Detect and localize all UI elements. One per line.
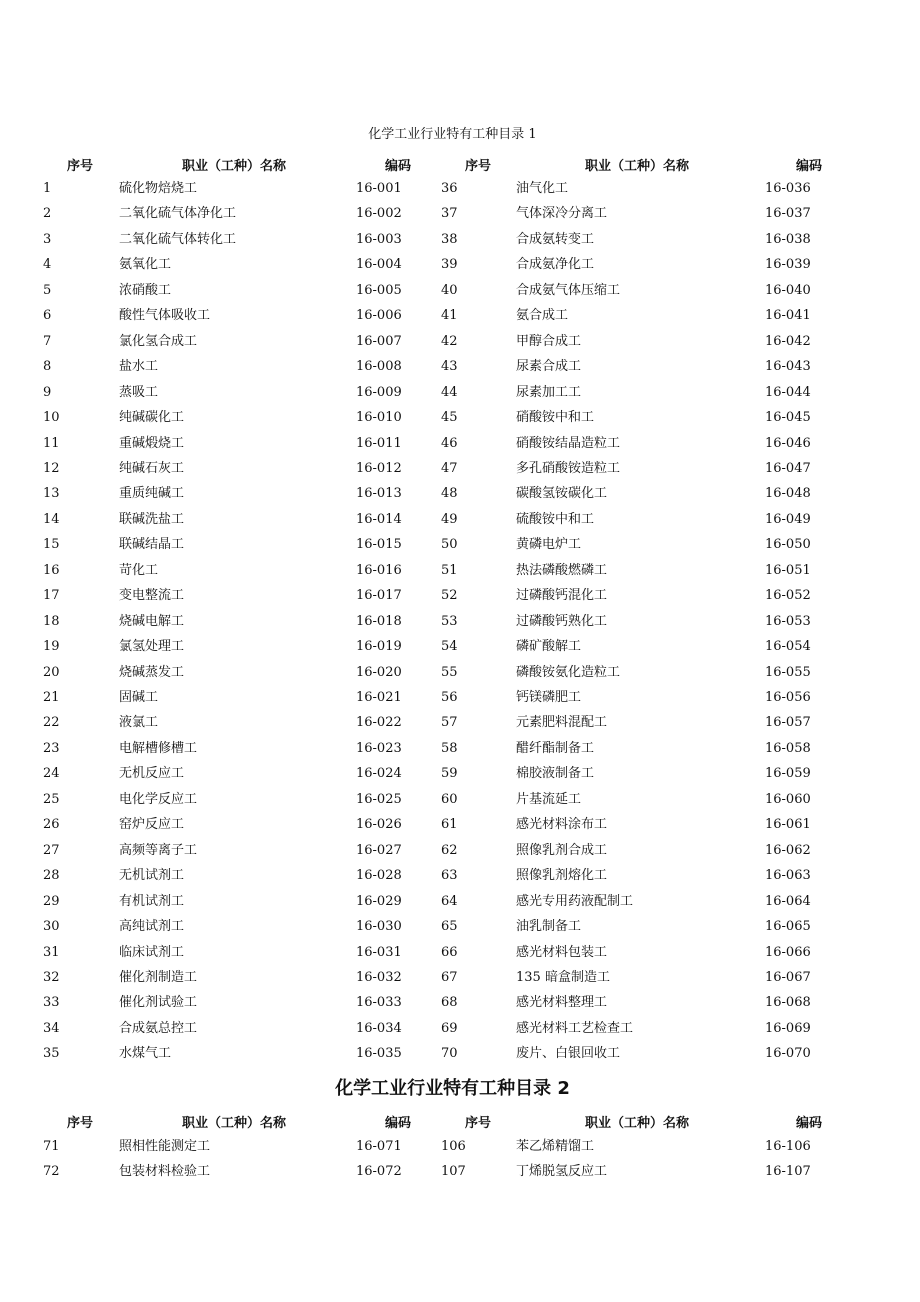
row-name: 感光材料涂布工: [516, 817, 608, 833]
table-row: [0, 841, 920, 866]
row-code: 16-057: [765, 715, 811, 731]
row-name: 无机反应工: [119, 766, 185, 782]
row-code: 16-018: [356, 613, 402, 629]
table-row: [0, 764, 920, 789]
row-name: 合成氨气体压缩工: [516, 282, 621, 298]
table-row: [0, 510, 920, 535]
row-code: 16-066: [765, 944, 811, 960]
row-seq: 22: [43, 715, 60, 731]
table-row: [0, 408, 920, 433]
row-code: 16-058: [765, 740, 811, 756]
header-code: 编码: [796, 1116, 823, 1131]
row-seq: 72: [43, 1164, 60, 1180]
row-code: 16-027: [356, 842, 402, 858]
row-code: 16-068: [765, 995, 811, 1011]
table-row: [0, 713, 920, 738]
row-seq: 29: [43, 893, 60, 909]
table-row: [0, 943, 920, 968]
header-seq: 序号: [465, 159, 492, 174]
row-seq: 42: [441, 333, 458, 349]
row-code: 16-060: [765, 791, 811, 807]
row-code: 16-009: [356, 384, 402, 400]
row-name: 元素肥料混配工: [516, 715, 608, 731]
row-name: 苯乙烯精馏工: [516, 1139, 595, 1154]
table-row: [0, 663, 920, 688]
row-seq: 14: [43, 511, 60, 527]
row-seq: 4: [43, 257, 52, 273]
row-name: 液氯工: [119, 715, 159, 731]
row-seq: 60: [441, 791, 458, 807]
row-seq: 54: [441, 639, 458, 655]
row-seq: 67: [441, 969, 458, 985]
table-row: [0, 790, 920, 815]
row-code: 16-054: [765, 639, 811, 655]
header-seq: 序号: [67, 1116, 94, 1131]
row-name: 联碱洗盐工: [119, 511, 185, 527]
section2-title: 化学工业行业特有工种目录 2: [335, 1078, 570, 1099]
row-code: 16-056: [765, 690, 811, 705]
row-seq: 19: [43, 639, 60, 655]
row-name: 氯化氢合成工: [119, 333, 198, 349]
row-code: 16-001: [356, 181, 402, 196]
row-code: 16-032: [356, 969, 402, 985]
row-code: 16-007: [356, 333, 402, 349]
row-seq: 25: [43, 791, 60, 807]
row-name: 氯氢处理工: [119, 639, 185, 655]
row-seq: 48: [441, 486, 458, 502]
row-seq: 107: [441, 1164, 466, 1180]
row-code: 16-049: [765, 511, 811, 527]
row-name: 过磷酸钙混化工: [516, 588, 608, 604]
row-name: 甲醇合成工: [516, 333, 582, 349]
row-name: 包装材料检验工: [119, 1164, 211, 1180]
row-code: 16-042: [765, 333, 811, 349]
row-name: 硫酸铵中和工: [516, 511, 595, 527]
row-code: 16-029: [356, 893, 402, 909]
row-code: 16-033: [356, 995, 402, 1011]
row-code: 16-051: [765, 562, 811, 578]
row-name: 合成氨转变工: [516, 231, 595, 247]
row-seq: 1: [43, 181, 52, 196]
row-code: 16-012: [356, 460, 402, 476]
row-seq: 61: [441, 817, 458, 833]
row-name: 照相性能测定工: [119, 1139, 211, 1154]
row-name: 气体深冷分离工: [516, 206, 608, 222]
row-code: 16-053: [765, 613, 811, 629]
row-seq: 44: [441, 384, 458, 400]
row-name: 氨氧化工: [119, 257, 172, 273]
row-name: 固碱工: [119, 690, 159, 705]
row-seq: 43: [441, 359, 458, 375]
row-seq: 35: [43, 1046, 60, 1062]
table-row: [0, 917, 920, 942]
row-code: 16-021: [356, 690, 402, 705]
row-code: 16-071: [356, 1139, 402, 1154]
table-row: [0, 484, 920, 509]
row-name: 蒸吸工: [119, 384, 159, 400]
row-seq: 49: [441, 511, 458, 527]
row-seq: 46: [441, 435, 458, 451]
row-seq: 9: [43, 384, 52, 400]
row-name: 感光专用药液配制工: [516, 893, 634, 909]
row-code: 16-011: [356, 435, 402, 451]
table-row: [0, 230, 920, 255]
row-seq: 24: [43, 766, 60, 782]
row-seq: 41: [441, 308, 458, 324]
row-seq: 65: [441, 919, 458, 935]
row-seq: 12: [43, 460, 60, 476]
row-name: 烧碱蒸发工: [119, 664, 185, 680]
row-seq: 5: [43, 282, 52, 298]
table-row: [0, 459, 920, 484]
table-row: [0, 561, 920, 586]
row-name: 烧碱电解工: [119, 613, 185, 629]
row-name: 磷酸铵氨化造粒工: [516, 664, 621, 680]
row-name: 棉胶液制备工: [516, 766, 595, 782]
row-seq: 26: [43, 817, 60, 833]
row-seq: 70: [441, 1046, 458, 1062]
table-row: [0, 1019, 920, 1044]
row-name: 废片、白银回收工: [516, 1046, 621, 1062]
row-code: 16-006: [356, 308, 402, 324]
table-row: [0, 535, 920, 560]
row-seq: 37: [441, 206, 458, 222]
row-code: 16-002: [356, 206, 402, 222]
row-code: 16-052: [765, 588, 811, 604]
row-name: 照像乳剂合成工: [516, 842, 608, 858]
row-seq: 2: [43, 206, 52, 222]
row-code: 16-034: [356, 1020, 402, 1036]
row-name: 照像乳剂熔化工: [516, 868, 608, 884]
row-seq: 40: [441, 282, 458, 298]
table-row: [0, 968, 920, 993]
row-seq: 33: [43, 995, 60, 1011]
row-name: 电化学反应工: [119, 791, 198, 807]
table-row: [0, 281, 920, 306]
row-name: 二氧化硫气体转化工: [119, 231, 237, 247]
row-seq: 21: [43, 690, 60, 705]
row-seq: 57: [441, 715, 458, 731]
row-code: 16-019: [356, 639, 402, 655]
row-seq: 71: [43, 1139, 60, 1154]
row-code: 16-028: [356, 868, 402, 884]
row-name: 尿素加工工: [516, 384, 582, 400]
row-name: 硝酸铵结晶造粒工: [516, 435, 621, 451]
row-name: 水煤气工: [119, 1046, 172, 1062]
table-row: [0, 815, 920, 840]
row-code: 16-055: [765, 664, 811, 680]
row-name: 苛化工: [119, 562, 159, 578]
row-seq: 27: [43, 842, 60, 858]
row-code: 16-024: [356, 766, 402, 782]
row-name: 氨合成工: [516, 308, 569, 324]
row-seq: 39: [441, 257, 458, 273]
row-name: 高纯试剂工: [119, 919, 185, 935]
row-seq: 62: [441, 842, 458, 858]
header-seq: 序号: [67, 159, 94, 174]
row-code: 16-061: [765, 817, 811, 833]
row-seq: 58: [441, 740, 458, 756]
row-seq: 59: [441, 766, 458, 782]
row-name: 纯碱石灰工: [119, 460, 185, 476]
row-seq: 30: [43, 919, 60, 935]
row-seq: 50: [441, 537, 458, 553]
row-code: 16-047: [765, 460, 811, 476]
table-row: [0, 1162, 920, 1187]
row-code: 16-064: [765, 893, 811, 909]
row-code: 16-003: [356, 231, 402, 247]
row-name: 窑炉反应工: [119, 817, 185, 833]
row-name: 重质纯碱工: [119, 486, 185, 502]
row-code: 16-070: [765, 1046, 811, 1062]
row-name: 黄磷电炉工: [516, 537, 582, 553]
row-code: 16-072: [356, 1164, 402, 1180]
row-code: 16-038: [765, 231, 811, 247]
row-code: 16-069: [765, 1020, 811, 1036]
table-row: [0, 1137, 920, 1162]
row-name: 合成氨净化工: [516, 257, 595, 273]
row-seq: 69: [441, 1020, 458, 1036]
table-row: [0, 739, 920, 764]
row-seq: 51: [441, 562, 458, 578]
row-seq: 38: [441, 231, 458, 247]
table-row: [0, 179, 920, 204]
row-code: 16-026: [356, 817, 402, 833]
row-name: 片基流延工: [516, 791, 582, 807]
table-row: [0, 637, 920, 662]
row-seq: 106: [441, 1139, 466, 1154]
row-code: 16-022: [356, 715, 402, 731]
row-name: 丁烯脱氢反应工: [516, 1164, 608, 1180]
header-seq: 序号: [465, 1116, 492, 1131]
row-name: 硝酸铵中和工: [516, 410, 595, 426]
row-seq: 32: [43, 969, 60, 985]
row-name: 油气化工: [516, 181, 569, 196]
row-code: 16-005: [356, 282, 402, 298]
row-name: 高频等离子工: [119, 842, 198, 858]
row-name: 钙镁磷肥工: [516, 690, 582, 705]
row-name: 联碱结晶工: [119, 537, 185, 553]
row-code: 16-063: [765, 868, 811, 884]
section2-header-row: [0, 1112, 920, 1132]
row-seq: 45: [441, 410, 458, 426]
row-seq: 47: [441, 460, 458, 476]
table-row: [0, 204, 920, 229]
header-name: 职业（工种）名称: [182, 1116, 287, 1131]
row-code: 16-039: [765, 257, 811, 273]
row-name: 感光材料工艺检查工: [516, 1020, 634, 1036]
table-row: [0, 586, 920, 611]
row-seq: 68: [441, 995, 458, 1011]
row-seq: 53: [441, 613, 458, 629]
table-row: [0, 1044, 920, 1069]
header-code: 编码: [385, 1116, 412, 1131]
row-code: 16-025: [356, 791, 402, 807]
row-code: 16-040: [765, 282, 811, 298]
row-seq: 3: [43, 231, 52, 247]
row-name: 油乳制备工: [516, 919, 582, 935]
row-seq: 28: [43, 868, 60, 884]
table-row: [0, 892, 920, 917]
row-code: 16-010: [356, 410, 402, 426]
row-code: 16-031: [356, 944, 402, 960]
row-seq: 7: [43, 333, 52, 349]
row-name: 重碱煅烧工: [119, 435, 185, 451]
row-code: 16-015: [356, 537, 402, 553]
row-seq: 11: [43, 435, 60, 451]
row-seq: 10: [43, 410, 60, 426]
row-name: 感光材料整理工: [516, 995, 608, 1011]
row-seq: 34: [43, 1020, 60, 1036]
row-code: 16-041: [765, 308, 811, 324]
row-code: 16-030: [356, 919, 402, 935]
row-name: 酸性气体吸收工: [119, 308, 211, 324]
row-code: 16-046: [765, 435, 811, 451]
row-name: 纯碱碳化工: [119, 410, 185, 426]
row-seq: 13: [43, 486, 60, 502]
header-name: 职业（工种）名称: [182, 159, 287, 174]
row-name: 尿素合成工: [516, 359, 582, 375]
row-name: 磷矿酸解工: [516, 639, 582, 655]
row-name: 有机试剂工: [119, 893, 185, 909]
table-row: [0, 357, 920, 382]
table-row: [0, 866, 920, 891]
table-row: [0, 383, 920, 408]
row-code: 16-106: [765, 1139, 811, 1154]
row-name: 催化剂试验工: [119, 995, 198, 1011]
row-code: 16-043: [765, 359, 811, 375]
row-code: 16-065: [765, 919, 811, 935]
row-name: 感光材料包装工: [516, 944, 608, 960]
row-name: 多孔硝酸铵造粒工: [516, 460, 621, 476]
row-name: 电解槽修槽工: [119, 740, 198, 756]
table-row: [0, 434, 920, 459]
row-code: 16-004: [356, 257, 402, 273]
row-seq: 23: [43, 740, 60, 756]
row-seq: 6: [43, 308, 52, 324]
table-row: [0, 306, 920, 331]
row-name: 盐水工: [119, 359, 159, 375]
row-code: 16-036: [765, 181, 811, 196]
row-code: 16-059: [765, 766, 811, 782]
table-row: [0, 332, 920, 357]
row-seq: 18: [43, 613, 60, 629]
row-code: 16-023: [356, 740, 402, 756]
row-code: 16-016: [356, 562, 402, 578]
row-code: 16-045: [765, 410, 811, 426]
row-code: 16-013: [356, 486, 402, 502]
row-seq: 16: [43, 562, 60, 578]
row-name: 过磷酸钙熟化工: [516, 613, 608, 629]
row-code: 16-067: [765, 969, 811, 985]
header-name: 职业（工种）名称: [585, 1116, 690, 1131]
header-code: 编码: [385, 159, 412, 174]
row-seq: 52: [441, 588, 458, 604]
row-seq: 31: [43, 944, 60, 960]
row-code: 16-062: [765, 842, 811, 858]
row-name: 碳酸氢铵碳化工: [516, 486, 608, 502]
row-name: 135 暗盒制造工: [516, 969, 610, 985]
header-code: 编码: [796, 159, 823, 174]
row-seq: 66: [441, 944, 458, 960]
row-seq: 20: [43, 664, 60, 680]
row-seq: 15: [43, 537, 60, 553]
row-code: 16-017: [356, 588, 402, 604]
row-name: 热法磷酸燃磷工: [516, 562, 608, 578]
header-name: 职业（工种）名称: [585, 159, 690, 174]
section1-header-row: [0, 155, 920, 175]
row-name: 无机试剂工: [119, 868, 185, 884]
row-name: 变电整流工: [119, 588, 185, 604]
table-row: [0, 993, 920, 1018]
row-seq: 56: [441, 690, 458, 705]
row-seq: 64: [441, 893, 458, 909]
row-name: 临床试剂工: [119, 944, 185, 960]
row-code: 16-044: [765, 384, 811, 400]
row-seq: 55: [441, 664, 458, 680]
row-name: 二氧化硫气体净化工: [119, 206, 237, 222]
row-code: 16-050: [765, 537, 811, 553]
row-code: 16-037: [765, 206, 811, 222]
section1-title: 化学工业行业特有工种目录 1: [368, 127, 537, 142]
row-seq: 63: [441, 868, 458, 884]
row-seq: 17: [43, 588, 60, 604]
row-name: 醋纤酯制备工: [516, 740, 595, 756]
row-name: 硫化物焙烧工: [119, 181, 198, 196]
row-name: 合成氨总控工: [119, 1020, 198, 1036]
table-row: [0, 612, 920, 637]
table-row: [0, 688, 920, 713]
row-code: 16-035: [356, 1046, 402, 1062]
row-code: 16-008: [356, 359, 402, 375]
row-seq: 8: [43, 359, 52, 375]
row-seq: 36: [441, 181, 458, 196]
row-code: 16-048: [765, 486, 811, 502]
row-code: 16-107: [765, 1164, 811, 1180]
table-row: [0, 255, 920, 280]
row-code: 16-014: [356, 511, 402, 527]
row-code: 16-020: [356, 664, 402, 680]
row-name: 催化剂制造工: [119, 969, 198, 985]
row-name: 浓硝酸工: [119, 282, 172, 298]
